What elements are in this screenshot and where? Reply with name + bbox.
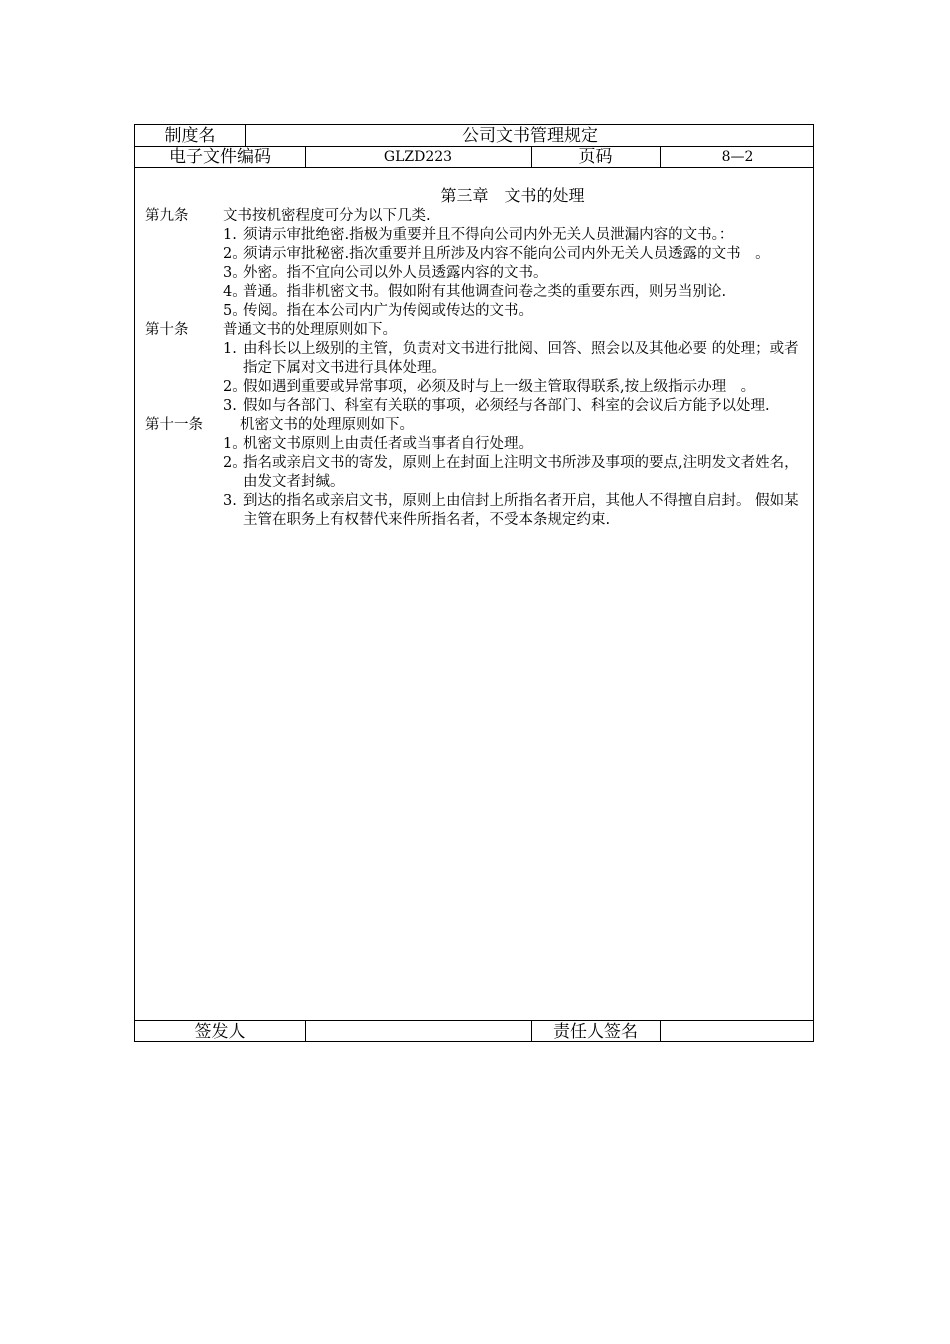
item-number: 3. — [223, 398, 237, 414]
article-item — [223, 397, 810, 416]
item-text: 普通。指非机密文书。假如附有其他调查问卷之类的重要东西，则另当别论. — [243, 284, 727, 300]
file-code: GLZD223 — [383, 149, 453, 165]
article-text: 文书按机密程度可分为以下几类. — [223, 208, 431, 224]
article-item — [223, 283, 810, 302]
divider — [305, 1020, 306, 1042]
article-text: 机密文书的处理原则如下。 — [240, 417, 414, 433]
article-item — [223, 435, 810, 454]
item-text: 须请示审批绝密.指极为重要并且不得向公司内外无关人员泄漏内容的文书。： — [243, 227, 734, 243]
document-body — [145, 185, 810, 530]
chapter-title: 第三章 文书的处理 — [440, 186, 585, 205]
article — [145, 321, 810, 340]
item-text: 假如与各部门、科室有关联的事项，必须经与各部门、科室的会议后方能予以处理. — [243, 398, 770, 414]
item-number: 5。 — [223, 303, 247, 319]
article-item — [223, 454, 810, 492]
item-text: 指名或亲启文书的寄发，原则上在封面上注明文书所涉及事项的要点,注明发文者姓名，由发文者封缄。 — [243, 455, 799, 490]
article-item — [223, 302, 810, 321]
item-text: 由科长以上级别的主管，负责对文书进行批阅、回答、照会以及其他必要 的处理；或者指定下属对文书进行具体处理。 — [243, 341, 799, 376]
item-text: 到达的指名或亲启文书，原则上由信封上所指名者开启，其他人不得擅自启封。 假如某主管在职务上有权替代来件所指名者，不受本条规定约束. — [243, 493, 799, 528]
article-item — [223, 340, 810, 378]
item-number: 1. — [223, 227, 237, 243]
item-text: 外密。指不宜向公司以外人员透露内容的文书。 — [243, 265, 548, 281]
article-item — [223, 378, 810, 397]
item-number: 1。 — [223, 436, 247, 452]
item-text: 传阅。指在本公司内广为传阅或传达的文书。 — [243, 303, 533, 319]
article — [145, 416, 810, 435]
item-number: 4。 — [223, 284, 247, 300]
item-number: 1. — [223, 341, 237, 357]
article-list — [145, 207, 810, 530]
label-regulation-name: 制度名 — [164, 126, 216, 146]
divider — [135, 1020, 813, 1021]
article-item — [223, 226, 810, 245]
item-text: 假如遇到重要或异常事项，必须及时与上一级主管取得联系,按上级指示办理 。 — [243, 379, 756, 395]
article-number: 第十一条 — [145, 417, 203, 433]
item-number: 3. — [223, 493, 237, 509]
label-issuer: 签发人 — [194, 1022, 246, 1042]
label-file-code: 电子文件编码 — [169, 147, 271, 167]
item-number: 2。 — [223, 455, 247, 471]
divider — [660, 1020, 661, 1042]
article-number: 第九条 — [145, 208, 189, 224]
item-text: 机密文书原则上由责任者或当事者自行处理。 — [243, 436, 533, 452]
article-item — [223, 264, 810, 283]
article-item — [223, 245, 810, 264]
document-title: 公司文书管理规定 — [462, 126, 598, 146]
regulation-form — [134, 124, 814, 1042]
item-text: 须请示审批秘密.指次重要并且所涉及内容不能向公司内外无关人员透露的文书 。 — [243, 246, 770, 262]
article — [145, 207, 810, 226]
item-number: 3。 — [223, 265, 247, 281]
item-number: 2。 — [223, 379, 247, 395]
divider — [135, 167, 813, 168]
label-page-number: 页码 — [578, 147, 613, 167]
page-number: 8—2 — [721, 149, 754, 165]
item-number: 2。 — [223, 246, 247, 262]
article-number: 第十条 — [145, 322, 189, 338]
article-item — [223, 492, 810, 530]
article-text: 普通文书的处理原则如下。 — [223, 322, 397, 338]
label-responsible-signature: 责任人签名 — [553, 1022, 638, 1042]
